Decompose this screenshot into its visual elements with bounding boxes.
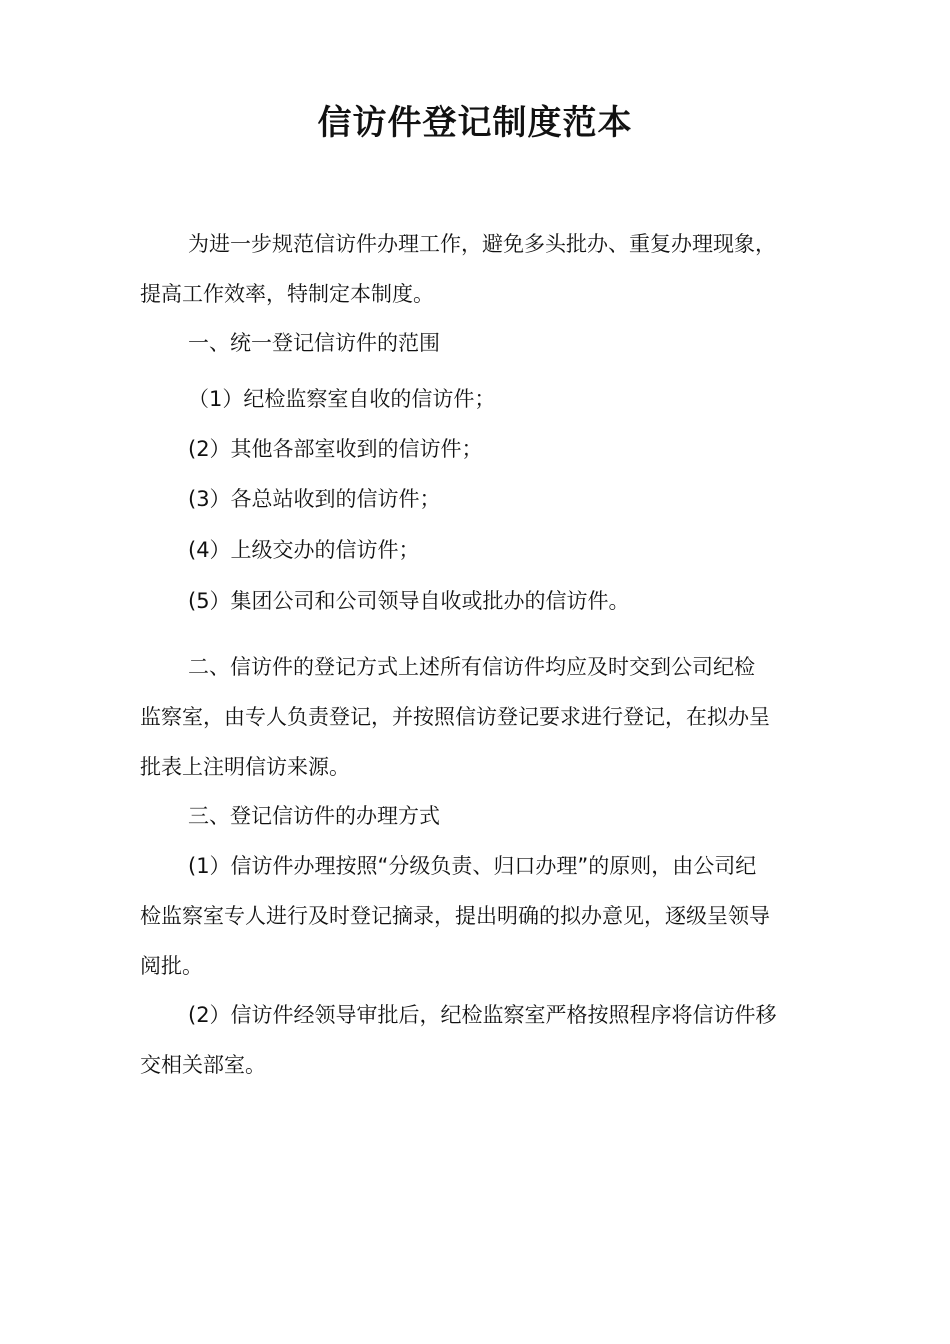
document-title: 信访件登记制度范本 — [317, 103, 633, 143]
section1-item-4: (4）上级交办的信访件； — [188, 538, 420, 562]
intro-line-2: 提高工作效率，特制定本制度。 — [140, 282, 434, 306]
section1-item-5: (5）集团公司和公司领导自收或批办的信访件。 — [188, 589, 630, 613]
section2-line-3: 批表上注明信访来源。 — [140, 755, 350, 779]
section1-item-1: （1）纪检监察室自收的信访件； — [188, 387, 496, 411]
section3-para1-line-1: (1）信访件办理按照“分级负责、归口办理”的原则，由公司纪 — [188, 854, 757, 878]
section3-para1-line-3: 阅批。 — [140, 954, 203, 978]
section2-line-1: 二、信访件的登记方式上述所有信访件均应及时交到公司纪检 — [188, 655, 755, 679]
section3-para1-line-2: 检监察室专人进行及时登记摘录，提出明确的拟办意见，逐级呈领导 — [140, 904, 770, 928]
section1-item-2: (2）其他各部室收到的信访件； — [188, 437, 483, 461]
section3-heading: 三、登记信访件的办理方式 — [188, 804, 440, 828]
section3-para2-line-2: 交相关部室。 — [140, 1053, 266, 1077]
section2-line-2: 监察室，由专人负责登记，并按照信访登记要求进行登记，在拟办呈 — [140, 705, 770, 729]
intro-line-1: 为进一步规范信访件办理工作，避免多头批办、重复办理现象， — [188, 232, 776, 256]
section3-para2-line-1: (2）信访件经领导审批后，纪检监察室严格按照程序将信访件移 — [188, 1003, 777, 1027]
section1-heading: 一、统一登记信访件的范围 — [188, 331, 440, 355]
section1-item-3: (3）各总站收到的信访件； — [188, 487, 441, 511]
